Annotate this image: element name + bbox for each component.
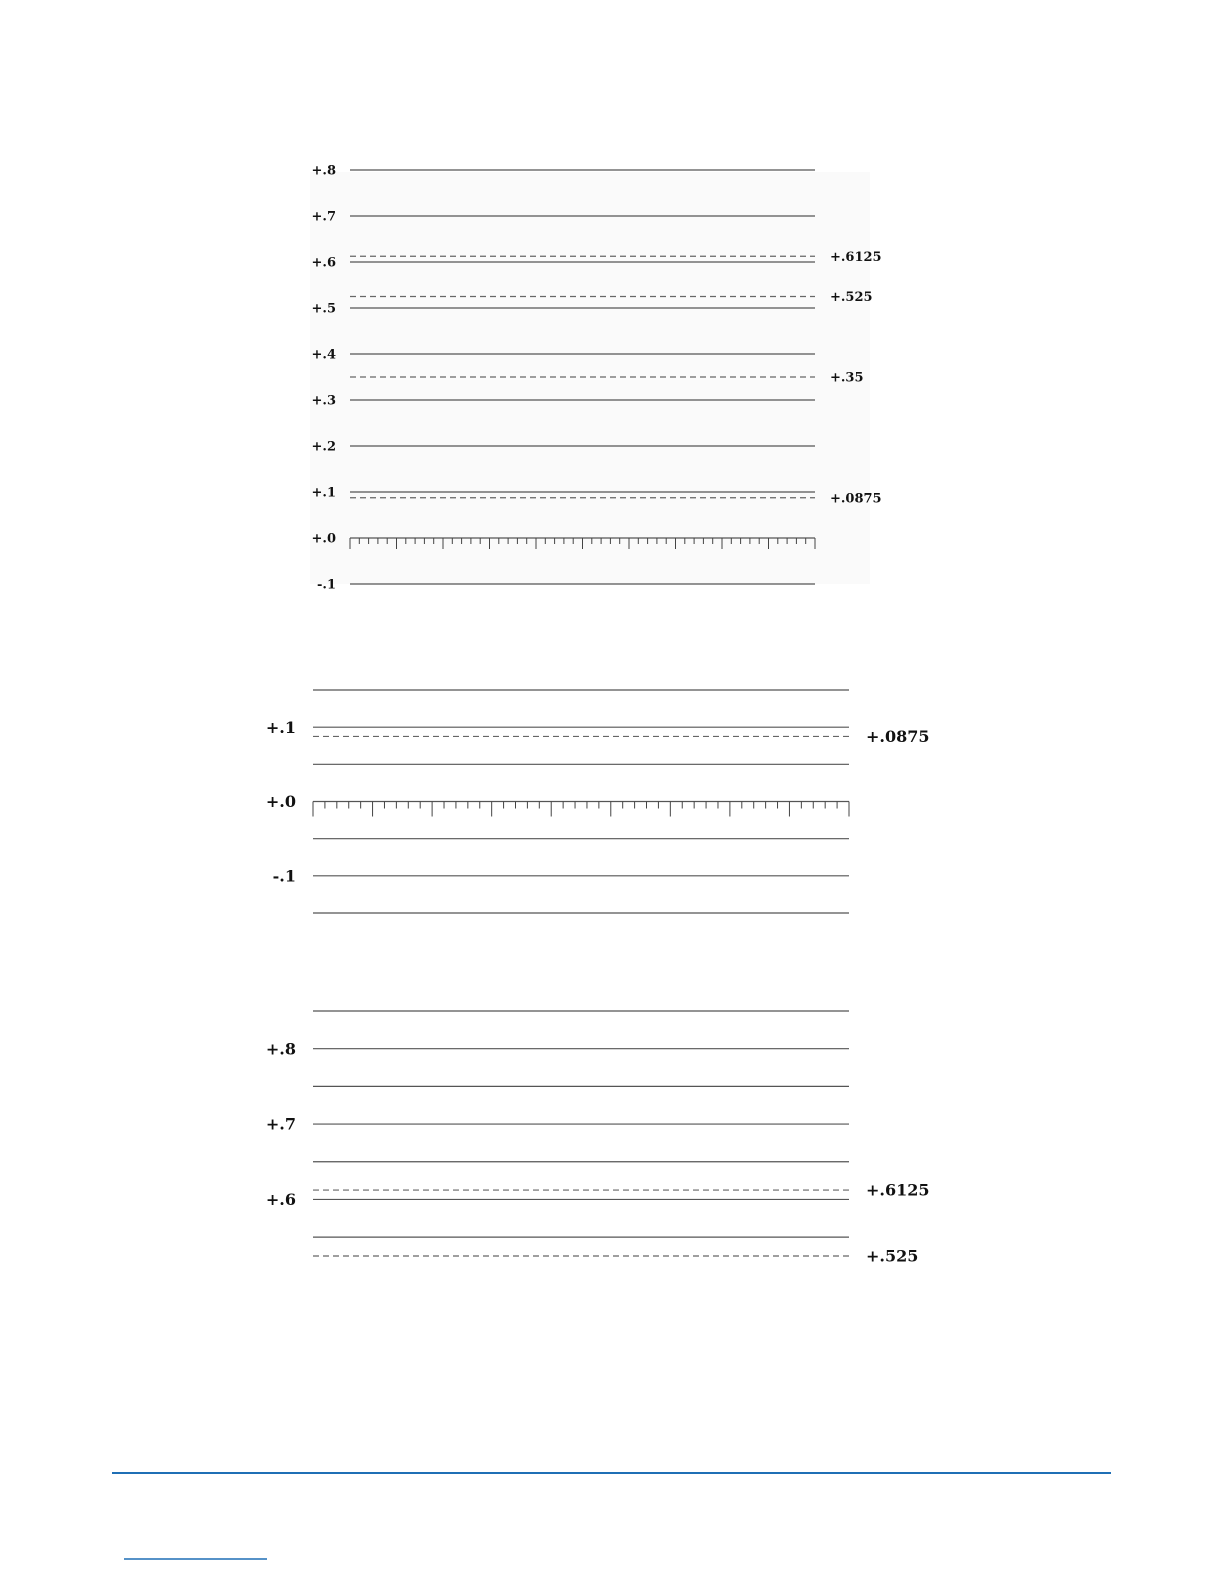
- scale-value-label: +.1: [311, 485, 336, 501]
- threshold-label: +.0875: [830, 491, 882, 507]
- threshold-label: +.0875: [866, 727, 930, 747]
- scale-value-label: +.8: [265, 1039, 296, 1059]
- scale-value-label: +.2: [311, 439, 336, 455]
- scale-value-label: +.6: [265, 1190, 296, 1210]
- scale-value-label: +.7: [311, 209, 336, 225]
- scale-value-label: -.1: [317, 577, 336, 593]
- diagram-zoom-low: [266, 690, 930, 913]
- threshold-label: +.525: [866, 1246, 919, 1266]
- scale-value-label: +.5: [311, 301, 336, 317]
- threshold-label: +.35: [830, 370, 864, 386]
- scale-value-label: +.0: [265, 792, 296, 812]
- scale-value-label: +.3: [311, 393, 336, 409]
- scale-value-label: +.0: [311, 531, 336, 547]
- scale-value-label: +.8: [311, 163, 336, 179]
- diagram-1-background: [310, 172, 870, 584]
- scale-value-label: -.1: [272, 866, 296, 886]
- scale-value-label: +.7: [265, 1114, 296, 1134]
- threshold-label: +.6125: [830, 249, 882, 265]
- scale-value-label: +.1: [265, 717, 296, 737]
- diagram-zoom-high: [266, 1011, 930, 1266]
- threshold-label: +.525: [830, 290, 873, 306]
- threshold-label: +.6125: [866, 1180, 930, 1200]
- scale-value-label: +.6: [311, 255, 336, 271]
- scale-value-label: +.4: [311, 347, 336, 363]
